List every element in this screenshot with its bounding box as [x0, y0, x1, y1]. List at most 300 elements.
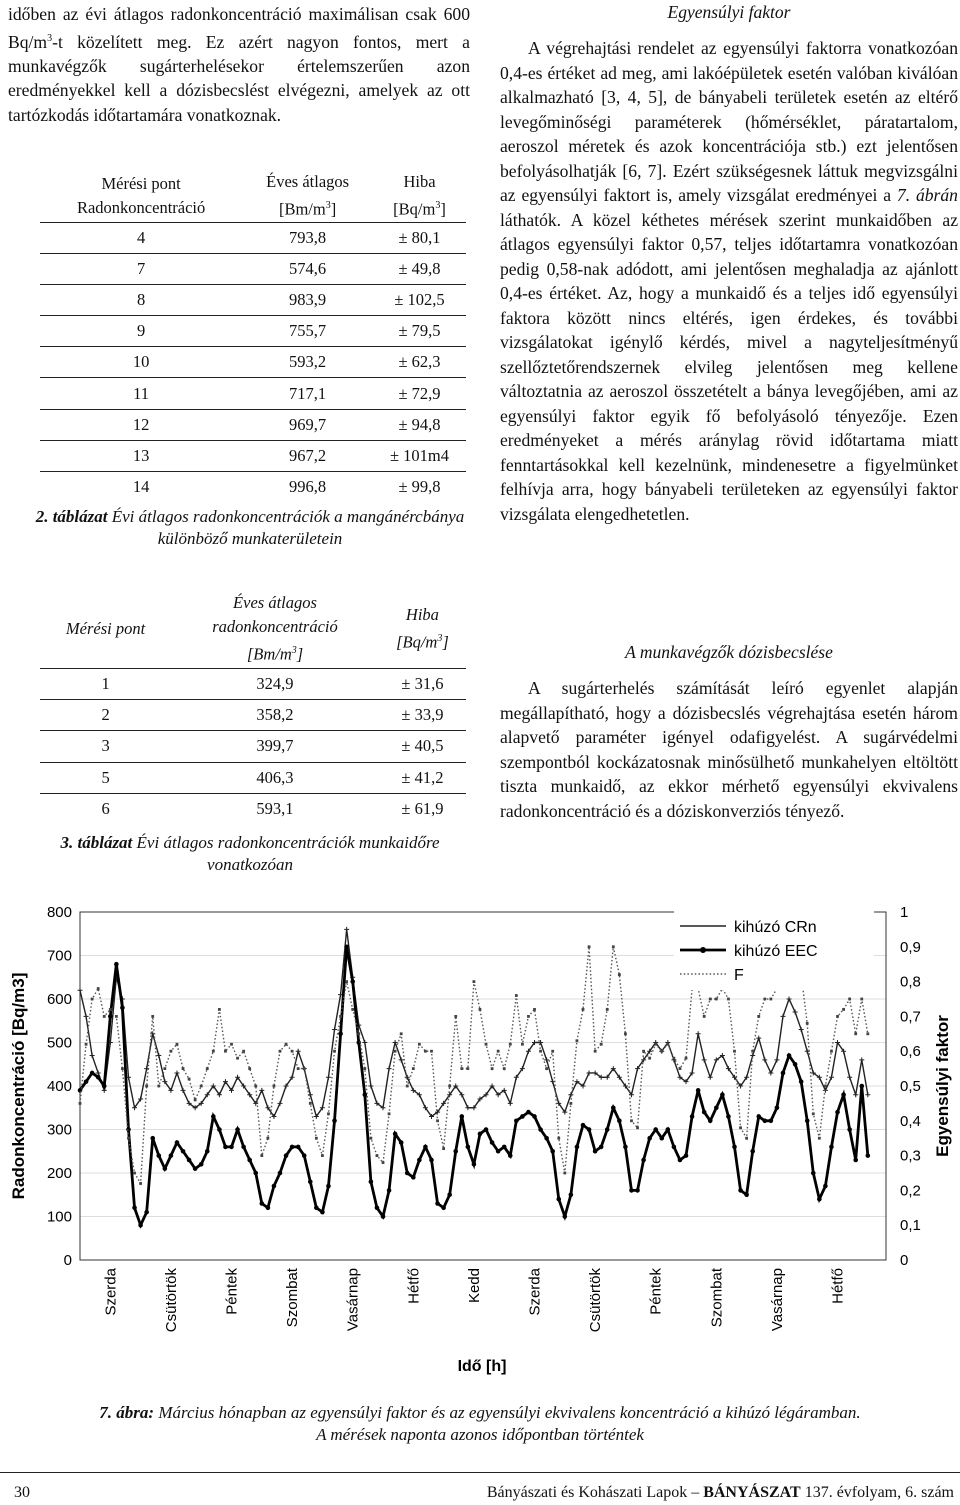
data-point	[430, 1050, 433, 1053]
y-right-tick-label: 0,1	[900, 1217, 921, 1235]
data-point	[496, 1149, 501, 1154]
data-point	[138, 1223, 143, 1228]
data-point	[684, 1153, 689, 1158]
data-point	[624, 1032, 627, 1035]
x-tick-label: Szombat	[708, 1268, 726, 1328]
y-tick-label: 800	[46, 904, 72, 921]
y-right-tick-label: 0,2	[900, 1182, 921, 1200]
table-2-row	[40, 347, 466, 378]
y-right-tick-label: 0	[900, 1252, 909, 1269]
table-2-cell: 969,7	[242, 409, 373, 440]
data-point	[406, 1085, 409, 1088]
data-point	[502, 1145, 507, 1150]
data-point	[750, 1149, 755, 1154]
x-tick-label: Péntek	[223, 1268, 241, 1315]
data-point	[696, 1088, 701, 1093]
data-point	[593, 1149, 598, 1154]
data-point	[859, 1084, 864, 1089]
x-tick-label: Kedd	[465, 1268, 483, 1304]
data-point	[144, 1210, 149, 1215]
data-point	[727, 998, 730, 1001]
data-point	[332, 1119, 337, 1124]
data-point	[127, 1137, 130, 1140]
figure-7-caption: 7. ábra: Március hónapban az egyensúlyi faktor és az egyensúlyi ekvivalens koncentráció a kihúzó légáramban. A mérések naponta azonos időpontban történtek	[99, 1403, 861, 1444]
data-point	[836, 1015, 839, 1018]
table-3-cell: ± 40,5	[379, 731, 466, 762]
data-point	[423, 1145, 428, 1150]
data-point	[853, 1158, 858, 1163]
data-point	[277, 1101, 282, 1106]
table-2-cell: ± 101m4	[373, 440, 466, 471]
x-tick-label: Szombat	[284, 1268, 302, 1328]
data-point	[793, 1010, 798, 1015]
data-point	[211, 1114, 216, 1119]
data-point	[799, 1079, 804, 1084]
legend-label: kihúzó CRn	[734, 919, 817, 936]
table-2-row	[40, 409, 466, 440]
data-point	[381, 1214, 386, 1219]
data-point	[568, 1092, 573, 1097]
data-point	[399, 1140, 404, 1145]
data-point	[465, 1105, 470, 1110]
data-point	[733, 1050, 736, 1053]
data-point	[527, 1015, 530, 1018]
data-point	[654, 1043, 657, 1046]
table-2-cell: 13	[40, 440, 242, 471]
data-point	[720, 1092, 725, 1097]
data-point	[388, 1112, 391, 1115]
data-point	[848, 998, 851, 1001]
data-point	[842, 1008, 845, 1011]
data-point	[182, 1067, 185, 1070]
data-point	[90, 1071, 95, 1076]
data-point	[85, 1043, 88, 1046]
table-2-cell: ± 102,5	[373, 284, 466, 315]
data-point	[103, 1015, 106, 1018]
table-2-row	[40, 253, 466, 284]
table-3-row	[40, 762, 466, 793]
data-point	[806, 1022, 809, 1025]
data-point	[672, 1057, 675, 1060]
equilibrium-factor-paragraph: A végrehajtási rendelet az egyensúlyi faktorra vonatkozóan 0,4-es értéket ad meg, ami lakóépületek esetén valóban kiválóan alkalmazható [3, 4, 5], de bányabeli területek esetén az eltérő levegőminőségi paraméterek (hőmérséklet, páratartalom, aeroszol méretek és azok koncentrációja stb.) ezt jelentősen befolyásolhatják [6, 7]. Ezért szükségesnek láttuk megvizsgálni az egyensúlyi faktort is, amely vizsgálat eredményei a 7. ábrán láthatók. A közel kéthetes mérések szerint munkaidőben az átlagos egyensúlyi faktor 0,57, teljes időtartamra vonatkozóan pedig 0,58-nak adódott, ami jelentősen meghaladja az ajánlott 0,4-es értéket. Az, hogy a munkaidő és a teljes idő egyensúlyi faktora között nincs eltérés, igen érdekes, és további vizsgálatokat igénylő kérdés, mivel a nagyteljesítményű szellőztetőrendszernek elvileg jelentősen meg kellene változtatnia az aeroszol összetételt a bánya levegőjében, ami az egyensúlyi faktor egyik fő befolyásoló tényezője. Ezen eredményeket a mérés aránylag rövid időtartama miatt fenntartásokkal kell kezelnünk, mindenesetre a figyelmünket felhívja arra, hogy bányabeli területeken az egyensúlyi faktor vizsgálata elengedhetetlen.	[500, 38, 958, 524]
data-point	[447, 1192, 452, 1197]
data-point	[847, 1075, 852, 1080]
data-point	[576, 1039, 579, 1042]
x-tick-label: Csütörtök	[162, 1268, 180, 1333]
data-point	[368, 1084, 373, 1089]
data-point	[659, 1136, 664, 1141]
data-point	[84, 1014, 89, 1019]
data-point	[556, 1197, 561, 1202]
table-2-row	[40, 472, 466, 503]
data-point	[653, 1127, 658, 1132]
y-right-tick-label: 0,6	[900, 1043, 921, 1061]
table-3-row	[40, 731, 466, 762]
data-point	[551, 1050, 554, 1053]
table-3-header-row	[40, 590, 466, 669]
data-point	[696, 1031, 701, 1036]
section-title-dose-estimation: A munkavégzők dózisbecslése	[625, 642, 833, 662]
data-point	[715, 998, 718, 1001]
data-point	[84, 1079, 89, 1084]
data-point	[308, 1179, 313, 1184]
table-2-row	[40, 316, 466, 347]
data-point	[418, 1043, 421, 1046]
table-2-cell: 10	[40, 347, 242, 378]
page-number: 30	[14, 1484, 30, 1501]
data-point	[206, 1067, 209, 1070]
data-point	[581, 1123, 586, 1128]
data-point	[97, 987, 100, 990]
data-point	[575, 1145, 580, 1150]
table-3-cell: 358,2	[171, 700, 379, 731]
data-point	[345, 980, 348, 983]
data-point	[745, 1137, 748, 1140]
data-point	[194, 1099, 197, 1102]
data-point	[563, 1214, 568, 1219]
data-point	[587, 1127, 592, 1132]
data-point	[708, 1075, 713, 1080]
data-point	[218, 1008, 221, 1011]
x-axis-title: Idő [h]	[457, 1358, 507, 1375]
data-point	[841, 1092, 846, 1097]
data-point	[587, 1070, 592, 1075]
data-point	[829, 1075, 834, 1080]
data-point	[236, 1057, 239, 1060]
dose-estimation-paragraph: A sugárterhelés számítását leíró egyenlet alapján megállapítható, hogy a dózisbecslés végrehajtása esetén három alapvető paraméter igényel odafigyelést. A sugárvédelmi szempontból kockázatosnak minősülhető munkahelyen eltöltött tiszta munkaidő, az ekkor mérhető egyensúlyi ekvivalens radonkoncentráció és a dóziskonverziós tényező.	[500, 678, 958, 821]
data-point	[666, 1043, 669, 1046]
data-point	[830, 1050, 833, 1053]
data-point	[145, 1085, 148, 1088]
data-point	[660, 1050, 663, 1053]
table-2-cell: 717,1	[242, 378, 373, 409]
table-3-cell: ± 61,9	[401, 798, 444, 818]
table-3-cell: 406,3	[171, 762, 379, 793]
y-right-tick-label: 1	[900, 904, 909, 921]
data-point	[199, 1162, 204, 1167]
table-3-cell: 1	[40, 669, 171, 700]
table-2-row	[40, 440, 466, 471]
table-2-header-row	[40, 170, 466, 222]
data-point	[441, 1206, 446, 1211]
data-point	[332, 1027, 337, 1032]
x-tick-label: Szerda	[102, 1268, 120, 1316]
data-point	[320, 1210, 325, 1215]
data-point	[350, 979, 355, 984]
table-3	[40, 590, 466, 824]
table-3-row	[40, 793, 466, 824]
y-tick-label: 600	[46, 991, 72, 1008]
data-point	[296, 1049, 301, 1054]
data-point	[187, 1158, 192, 1163]
data-point	[133, 1172, 136, 1175]
intro-paragraph: időben az évi átlagos radonkoncentráció maximálisan csak 600 $Bq/m^3-t$ közelített meg. Ez azért nagyon fontos, mert a munkavégzők sugárterhelésekor értelemszerűen azon eredményekkel kell a dózisbecslést elvégezni, amelyek az ott tartózkodás időtartamára vonatkoznak.	[8, 4, 470, 125]
table-2-cell: ± 99,8	[398, 477, 441, 497]
x-tick-label: Szerda	[526, 1268, 544, 1316]
data-point	[473, 980, 476, 983]
table-2-cell: ± 72,9	[373, 378, 466, 409]
table-2-cell: 12	[40, 409, 242, 440]
data-point	[787, 997, 792, 1002]
y-tick-label: 0	[63, 1252, 72, 1269]
x-tick-label: Csütörtök	[587, 1268, 605, 1333]
data-point	[648, 1057, 651, 1060]
data-point	[775, 1105, 780, 1110]
table-2-cell: 9	[40, 316, 242, 347]
data-point	[79, 1102, 82, 1105]
data-point	[829, 1145, 834, 1150]
data-point	[812, 1112, 815, 1115]
y-right-tick-label: 0,5	[900, 1078, 921, 1095]
table-2-cell: ± 49,8	[373, 253, 466, 284]
data-point	[768, 1070, 773, 1075]
table-3-header-error: Hiba $[Bq/m^3]$	[379, 590, 466, 669]
data-point	[569, 1102, 572, 1105]
journal-name: Bányászati és Kohászati Lapok – BÁNYÁSZAT 137. évfolyam, 6. szám	[486, 1484, 954, 1501]
data-point	[151, 1015, 154, 1018]
table-2-cell: 11	[40, 378, 242, 409]
data-point	[726, 1114, 731, 1119]
table-3-cell: ± 31,6	[379, 669, 466, 700]
data-point	[338, 1032, 343, 1037]
data-point	[344, 927, 349, 932]
data-point	[781, 1071, 786, 1076]
table-2-cell: ± 62,3	[373, 347, 466, 378]
y-right-tick-label: 0,9	[900, 938, 921, 956]
table-2-cell: ± 94,8	[373, 409, 466, 440]
data-point	[278, 1171, 283, 1176]
data-point	[805, 1049, 810, 1054]
data-point	[774, 1057, 779, 1062]
data-point	[484, 1127, 489, 1132]
table-2-header-error: Hiba $[Bq/m^3]$	[373, 170, 466, 222]
data-point	[520, 1114, 525, 1119]
data-point	[174, 1070, 179, 1075]
data-point	[805, 1119, 810, 1124]
data-point	[417, 1158, 422, 1163]
data-point	[217, 1127, 222, 1132]
data-point	[248, 1067, 251, 1070]
data-point	[156, 1053, 161, 1058]
table-3-cell: 6	[101, 798, 110, 818]
data-point	[188, 1078, 191, 1081]
legend-label: kihúzó EEC	[734, 943, 818, 960]
data-point	[582, 1008, 585, 1011]
data-point	[599, 1145, 604, 1150]
data-point	[260, 1201, 265, 1206]
data-point	[811, 1171, 816, 1176]
data-point	[284, 1153, 289, 1158]
data-point	[351, 1008, 354, 1011]
data-point	[290, 1145, 295, 1150]
y-tick-label: 300	[46, 1121, 72, 1139]
data-point	[636, 1126, 639, 1129]
table-2	[40, 170, 466, 502]
data-point	[732, 1145, 737, 1150]
data-point	[491, 1067, 494, 1070]
table-2-cell: 7	[40, 253, 242, 284]
table-2-cell: 967,2	[242, 440, 373, 471]
data-point	[818, 1137, 821, 1140]
data-point	[327, 1112, 330, 1115]
data-point	[690, 1114, 695, 1119]
data-point	[235, 1127, 240, 1132]
data-point	[762, 1119, 767, 1124]
data-point	[442, 1147, 445, 1150]
data-point	[508, 1153, 513, 1158]
table-3-caption: 3. táblázat Évi átlagos radonkoncentrációk munkaidőre vonatkozóan	[60, 833, 440, 874]
data-point	[612, 945, 615, 948]
data-point	[321, 1154, 324, 1157]
data-point	[550, 1149, 555, 1154]
data-point	[594, 1050, 597, 1053]
data-point	[200, 1085, 203, 1088]
data-point	[544, 1136, 549, 1141]
data-point	[508, 1101, 513, 1106]
data-point	[780, 1014, 785, 1019]
data-point	[866, 1032, 869, 1035]
data-point	[703, 1015, 706, 1018]
data-point	[600, 1043, 603, 1046]
data-point	[96, 1075, 101, 1080]
y-right-tick-label: 0,7	[900, 1008, 921, 1026]
data-point	[588, 945, 591, 948]
data-point	[847, 1127, 852, 1132]
data-point	[787, 1053, 792, 1058]
data-point	[533, 1008, 536, 1011]
data-point	[679, 1067, 682, 1070]
table-3-cell: 2	[40, 700, 171, 731]
data-point	[641, 1158, 646, 1163]
data-point	[762, 1057, 767, 1062]
data-point	[254, 1085, 257, 1088]
data-point	[212, 1050, 215, 1053]
table-3-cell: 324,9	[171, 669, 379, 700]
data-point	[859, 1057, 864, 1062]
data-point	[411, 1175, 416, 1180]
table-3-cell: ± 33,9	[379, 700, 466, 731]
data-point	[291, 1050, 294, 1053]
data-point	[714, 1105, 719, 1110]
y-axis-title: Radonkoncentráció [Bq/m3]	[9, 972, 28, 1200]
data-point	[362, 1040, 367, 1045]
data-point	[260, 1154, 263, 1157]
data-point	[309, 1102, 312, 1105]
data-point	[606, 1008, 609, 1011]
table-2-cell: 996,8	[289, 477, 327, 497]
data-point	[521, 1043, 524, 1046]
data-point	[369, 1137, 372, 1140]
table-2-cell: ± 79,5	[373, 316, 466, 347]
table-2-row	[40, 222, 466, 253]
data-point	[91, 998, 94, 1001]
data-point	[454, 1015, 457, 1018]
data-point	[315, 1137, 318, 1140]
table-3-cell: 5	[40, 762, 171, 793]
table-3-header-point: Mérési pont	[40, 590, 171, 669]
table-3-cell: 3	[40, 731, 171, 762]
data-point	[835, 1110, 840, 1115]
data-point	[865, 1092, 870, 1097]
table-2-cell: 14	[132, 477, 150, 497]
data-point	[866, 1153, 871, 1158]
data-point	[242, 1050, 245, 1053]
data-point	[224, 1050, 227, 1053]
data-point	[799, 1027, 804, 1032]
data-point	[382, 1161, 385, 1164]
data-point	[156, 1153, 161, 1158]
table-2-row	[40, 284, 466, 315]
data-point	[394, 1050, 397, 1053]
data-point	[854, 1032, 857, 1035]
data-point	[273, 1085, 276, 1088]
data-point	[181, 1088, 186, 1093]
data-point	[545, 1067, 548, 1070]
data-point	[121, 1067, 124, 1070]
data-point	[229, 1145, 234, 1150]
table-3-row	[40, 669, 466, 700]
data-point	[412, 1067, 415, 1070]
y-tick-label: 200	[46, 1165, 72, 1182]
legend-marker	[700, 947, 706, 953]
data-point	[163, 1067, 166, 1070]
x-tick-label: Péntek	[647, 1268, 665, 1315]
data-point	[466, 1067, 469, 1070]
data-point	[708, 1119, 713, 1124]
data-point	[514, 1119, 519, 1124]
data-point	[139, 1182, 142, 1185]
data-point	[181, 1149, 186, 1154]
data-point	[509, 1043, 512, 1046]
data-point	[109, 1008, 112, 1011]
data-point	[605, 1127, 610, 1132]
data-point	[102, 1088, 107, 1093]
data-point	[793, 1062, 798, 1067]
data-point	[344, 945, 349, 950]
data-point	[702, 1057, 707, 1062]
data-point	[399, 1057, 404, 1062]
table-3-cell: 399,7	[171, 731, 379, 762]
data-point	[860, 998, 863, 1001]
data-point	[685, 1057, 688, 1060]
y-right-tick-label: 0,8	[900, 973, 921, 991]
data-point	[611, 1105, 616, 1110]
data-point	[756, 1114, 761, 1119]
data-point	[702, 1110, 707, 1115]
data-point	[115, 1015, 118, 1018]
data-point	[557, 1137, 560, 1140]
table-2-row	[40, 378, 466, 409]
data-point	[769, 1119, 774, 1124]
data-point	[435, 1201, 440, 1206]
data-point	[326, 1184, 331, 1189]
table-2-cell: ± 80,1	[373, 222, 466, 253]
y-right-axis-title: Egyensúlyi faktor	[933, 1015, 952, 1157]
x-tick-label: Vasárnap	[768, 1268, 786, 1332]
data-point	[266, 1206, 271, 1211]
data-point	[333, 1050, 336, 1053]
table-2-cell: 755,7	[242, 316, 373, 347]
data-point	[297, 1067, 300, 1070]
data-point	[429, 1158, 434, 1163]
data-point	[751, 1050, 754, 1053]
x-tick-label: Hétfő	[405, 1268, 423, 1304]
data-point	[90, 1053, 95, 1058]
table-3-cell: 593,1	[256, 798, 294, 818]
data-point	[823, 1184, 828, 1189]
y-tick-label: 700	[46, 947, 72, 965]
data-point	[303, 1067, 306, 1070]
